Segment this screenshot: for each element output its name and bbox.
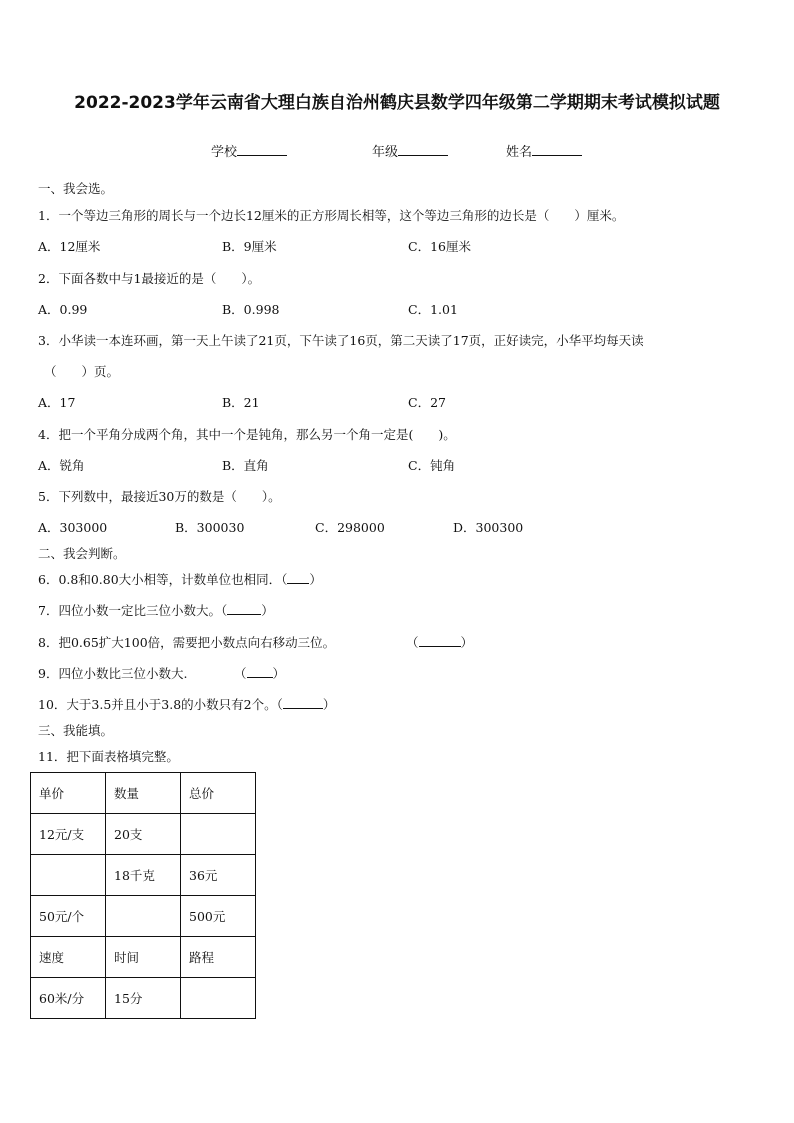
question-3: 3．小华读一本连环画，第一天上午读了21页，下午读了16页，第二天读了17页，正好读完，小华平均每天读 xyxy=(38,333,644,348)
school-blank xyxy=(237,143,287,156)
school-label: 学校 xyxy=(211,145,238,160)
q3-option-a: A．17 xyxy=(38,395,76,410)
table-cell: 速度 xyxy=(31,937,106,978)
question-6 xyxy=(38,572,322,588)
q8-answer-blank xyxy=(419,635,461,647)
table-row xyxy=(31,855,256,896)
table-cell: 20支 xyxy=(106,814,181,855)
question-2: 2．下面各数中与1最接近的是（ ）。 xyxy=(38,271,261,286)
q2-option-a: A．0.99 xyxy=(38,302,88,317)
table-cell: 数量 xyxy=(106,773,181,814)
question-10 xyxy=(38,697,335,713)
q1-option-a: A．12厘米 xyxy=(38,239,101,254)
q5-option-b: B．300030 xyxy=(175,520,245,535)
q10-answer-blank xyxy=(283,697,323,709)
question-9: 9．四位小数比三位小数大. xyxy=(38,666,188,681)
table-row xyxy=(31,937,256,978)
table-row xyxy=(31,978,256,1019)
table-row xyxy=(31,814,256,855)
table-cell: 500元 xyxy=(181,896,256,937)
table-cell: 12元/支 xyxy=(31,814,106,855)
table-cell xyxy=(181,814,256,855)
table-cell: 路程 xyxy=(181,937,256,978)
q5-option-d: D．300300 xyxy=(453,520,524,535)
table-cell xyxy=(31,855,106,896)
question-4: 4．把一个平角分成两个角，其中一个是钝角，那么另一个角一定是( )。 xyxy=(38,427,456,442)
name-label: 姓名 xyxy=(506,145,533,160)
table-cell xyxy=(181,978,256,1019)
q4-option-b: B．直角 xyxy=(222,458,269,473)
q5-option-a: A．303000 xyxy=(38,520,108,535)
table-cell: 60米/分 xyxy=(31,978,106,1019)
table-cell: 15分 xyxy=(106,978,181,1019)
q9-open: （ xyxy=(234,666,247,681)
q4-option-a: A．锐角 xyxy=(38,458,85,473)
question-3-continued: （ ）页。 xyxy=(44,364,120,379)
section-2-heading: 二、我会判断。 xyxy=(38,546,126,561)
name-field xyxy=(506,141,582,160)
q4-option-c: C．钝角 xyxy=(408,458,456,473)
q8-open: （ xyxy=(406,635,419,650)
table-cell: 单价 xyxy=(31,773,106,814)
question-11: 11．把下面表格填完整。 xyxy=(38,749,179,764)
q9-answer xyxy=(234,666,285,682)
table-row xyxy=(31,896,256,937)
school-field xyxy=(211,141,287,160)
q2-option-c: C．1.01 xyxy=(408,302,458,317)
q8-close: ） xyxy=(460,635,474,650)
q9-answer-blank xyxy=(247,666,273,678)
fill-in-table xyxy=(30,772,256,1019)
table-cell: 50元/个 xyxy=(31,896,106,937)
question-8: 8．把0.65扩大100倍，需要把小数点向右移动三位。 xyxy=(38,635,336,650)
question-5: 5．下列数中，最接近30万的数是（ ）。 xyxy=(38,489,281,504)
section-1-heading: 一、我会选。 xyxy=(38,181,114,196)
grade-blank xyxy=(398,143,448,156)
q7-close: ） xyxy=(261,603,274,618)
q7-answer-blank xyxy=(227,603,261,615)
q10-text: 10．大于3.5并且小于3.8的小数只有2个。（ xyxy=(38,697,283,712)
q9-close: ） xyxy=(272,666,286,681)
q8-answer xyxy=(406,635,473,651)
q6-text: 6．0.8和0.80大小相等，计数单位也相同．（ xyxy=(38,572,288,587)
q10-close: ） xyxy=(322,697,336,712)
question-1: 1．一个等边三角形的周长与一个边长12厘米的正方形周长相等，这个等边三角形的边长是（ ）厘米。 xyxy=(38,208,625,223)
table-cell: 36元 xyxy=(181,855,256,896)
table-row xyxy=(31,773,256,814)
grade-label: 年级 xyxy=(372,145,399,160)
question-7 xyxy=(38,603,274,619)
q6-answer-blank xyxy=(287,572,309,584)
q7-text: 7．四位小数一定比三位小数大。（ xyxy=(38,603,228,618)
q5-option-c: C．298000 xyxy=(315,520,385,535)
grade-field xyxy=(372,141,448,160)
q1-option-c: C．16厘米 xyxy=(408,239,471,254)
table-cell: 总价 xyxy=(181,773,256,814)
page-title: 2022-2023学年云南省大理白族自治州鹤庆县数学四年级第二学期期末考试模拟试题 xyxy=(74,93,720,113)
name-blank xyxy=(532,143,582,156)
section-3-heading: 三、我能填。 xyxy=(38,723,114,738)
q6-close: ） xyxy=(309,572,322,587)
q3-option-c: C．27 xyxy=(408,395,446,410)
table-cell xyxy=(106,896,181,937)
q2-option-b: B．0.998 xyxy=(222,302,280,317)
q1-option-b: B．9厘米 xyxy=(222,239,277,254)
table-cell: 时间 xyxy=(106,937,181,978)
table-cell: 18千克 xyxy=(106,855,181,896)
q3-option-b: B．21 xyxy=(222,395,260,410)
